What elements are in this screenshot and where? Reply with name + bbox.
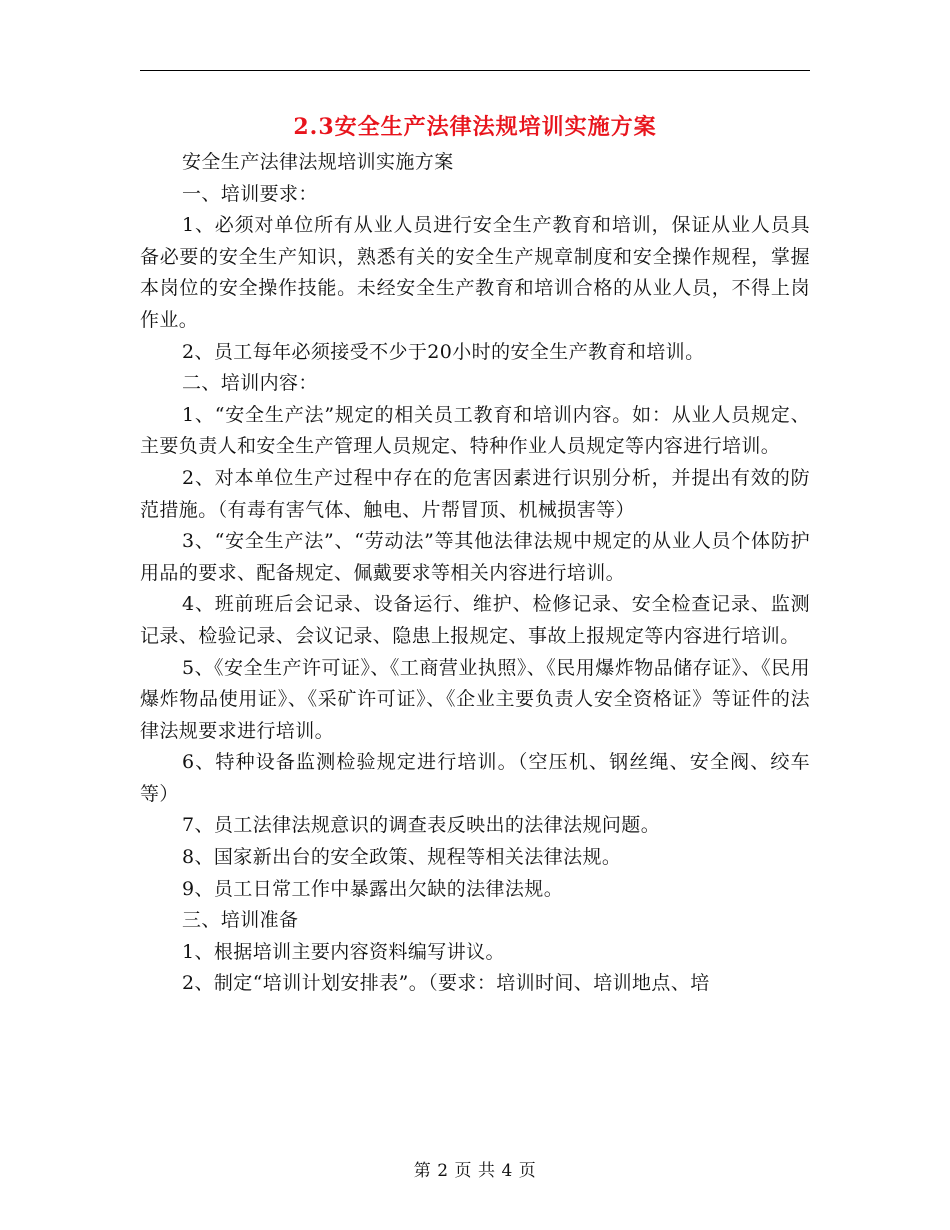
paragraph-subtitle: 安全生产法律法规培训实施方案 [182, 151, 454, 173]
section-heading-preparation: 三、培训准备 [182, 909, 299, 932]
section-heading-requirements: 一、培训要求： [182, 182, 318, 205]
document-body [140, 147, 810, 1000]
paragraph: 1、必须对单位所有从业人员进行安全生产教育和培训，保证从业人员具备必要的安全生产知识，熟悉有关的安全生产规章制度和安全操作规程，掌握本岗位的安全操作技能。未经安全生产教育和培训合格的从业人员，不得上岗作业。 [140, 214, 810, 331]
paragraph: 1、“安全生产法”规定的相关员工教育和培训内容。如：从业人员规定、主要负责人和安全生产管理人员规定、特种作业人员规定等内容进行培训。 [140, 403, 810, 458]
paragraph: 2、制定“培训计划安排表”。（要求：培训时间、培训地点、培 [182, 972, 710, 995]
paragraph: 9、员工日常工作中暴露出欠缺的法律法规。 [182, 877, 564, 900]
paragraph: 2、员工每年必须接受不少于20小时的安全生产教育和培训。 [182, 340, 705, 363]
paragraph: 2、对本单位生产过程中存在的危害因素进行识别分析，并提出有效的防范措施。（有毒有害气体、触电、片帮冒顶、机械损害等） [140, 466, 810, 521]
page-label-suffix: 页 [518, 1161, 537, 1181]
paragraph: 4、班前班后会记录、设备运行、维护、检修记录、安全检查记录、监测记录、检验记录、会议记录、隐患上报规定、事故上报规定等内容进行培训。 [140, 593, 810, 647]
paragraph: 7、员工法律法规意识的调查表反映出的法律法规问题。 [182, 814, 661, 837]
paragraph: 5、《安全生产许可证》、《工商营业执照》、《民用爆炸物品储存证》、《民用爆炸物品使用证》、《采矿许可证》、《企业主要负责人安全资格证》等证件的法律法规要求进行培训。 [140, 656, 810, 742]
header-rule [140, 70, 810, 71]
section-heading-content: 二、培训内容： [182, 372, 318, 395]
document-title: 2.3安全生产法律法规培训实施方案 [293, 114, 657, 140]
page-total: 4 [501, 1161, 513, 1181]
paragraph: 6、特种设备监测检验规定进行培训。（空压机、钢丝绳、安全阀、绞车等） [140, 751, 810, 805]
paragraph: 1、根据培训主要内容资料编写讲议。 [182, 940, 505, 963]
paragraph: 3、“安全生产法”、“劳动法”等其他法律法规中规定的从业人员个体防护用品的要求、配备规定、佩戴要求等相关内容进行培训。 [140, 530, 810, 584]
paragraph: 8、国家新出台的安全政策、规程等相关法律法规。 [182, 846, 622, 869]
page-footer [0, 1156, 950, 1181]
page-label-mid: 页 共 [454, 1161, 496, 1181]
page-label-prefix: 第 [413, 1161, 432, 1181]
page-current: 2 [437, 1161, 449, 1181]
